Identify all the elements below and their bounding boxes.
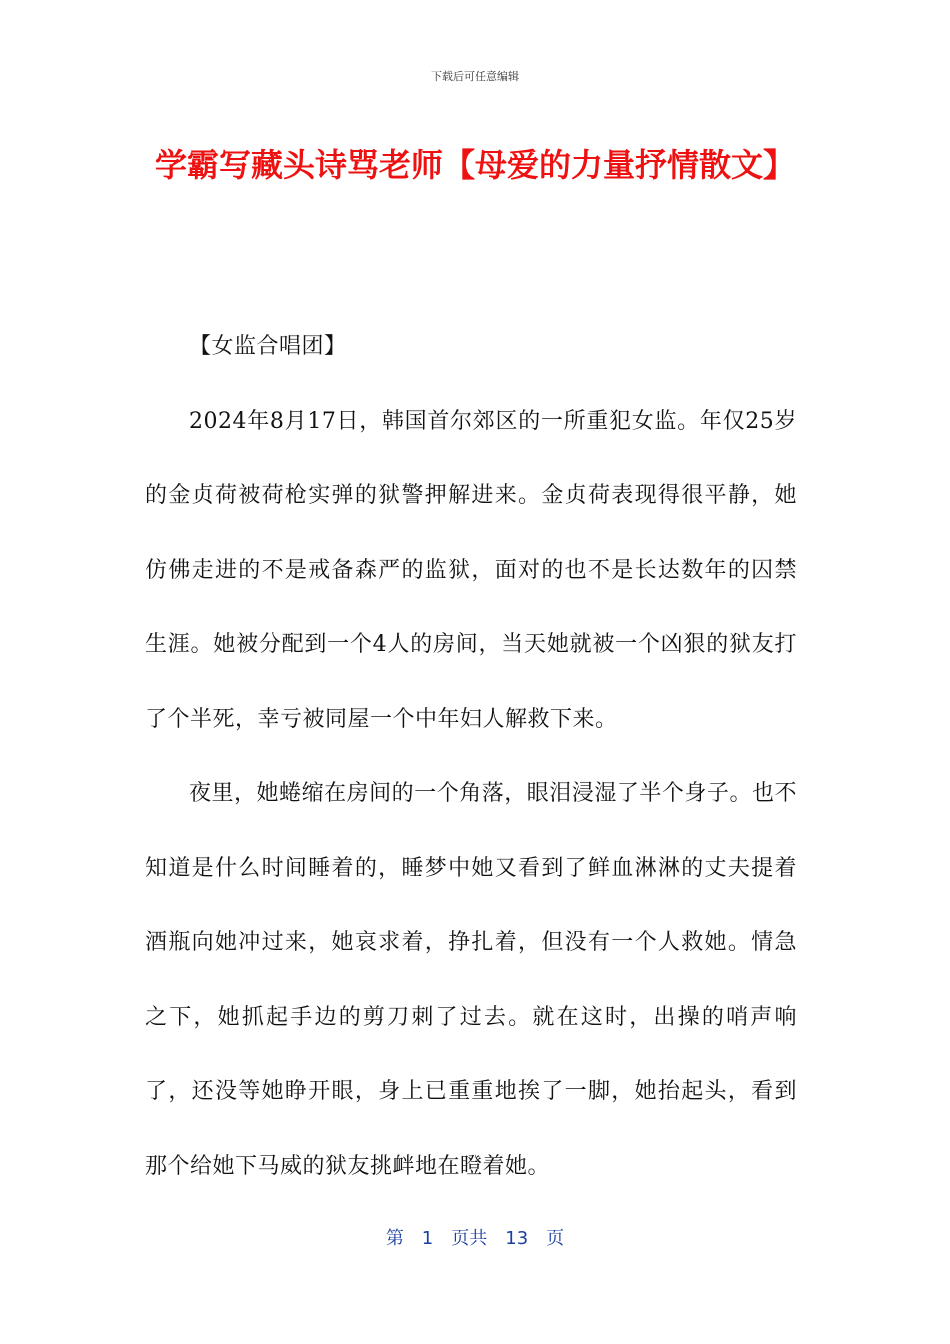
paragraph: 2024年8月17日，韩国首尔郊区的一所重犯女监。年仅25岁的金贞荷被荷枪实弹的狱警押解进来。金贞荷表现得很平静，她仿佛走进的不是戒备森严的监狱，面对的也不是长达数年的囚禁生涯。她被分配到一个4人的房间，当天她就被一个凶狠的狱友打了个半死，幸亏被同屋一个中年妇人解救下来。 — [145, 408, 797, 732]
page-footer: 第 1 页共 13 页 — [385, 1228, 565, 1249]
paragraph: 夜里，她蜷缩在房间的一个角落，眼泪浸湿了半个身子。也不知道是什么时间睡着的，睡梦中她又看到了鲜血淋淋的丈夫提着酒瓶向她冲过来，她哀求着，挣扎着，但没有一个人救她。情急之下，她抓起手边的剪刀刺了过去。就在这时，出操的哨声响了，还没等她睁开眼，身上已重重地挨了一脚，她抬起头，看到那个给她下马威的狱友挑衅地在瞪着她。 — [145, 781, 797, 1179]
document-title: 学霸写藏头诗骂老师【母爱的力量抒情散文】 — [154, 146, 795, 184]
header-note: 下载后可任意编辑 — [431, 70, 519, 83]
section-heading: 【女监合唱团】 — [189, 334, 347, 359]
document-body — [145, 310, 797, 1204]
